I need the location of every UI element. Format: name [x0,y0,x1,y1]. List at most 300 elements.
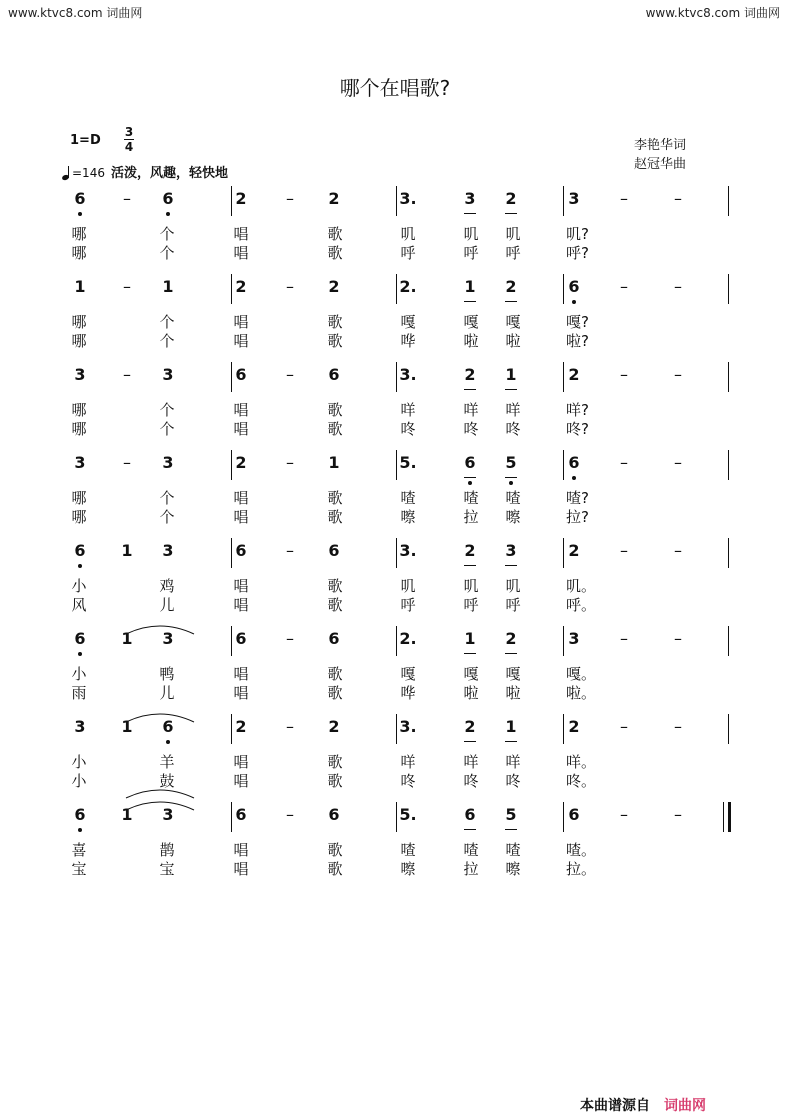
hold-dash [668,365,688,384]
note-text: – [620,805,628,824]
lyric-verse-1: 哪 [71,313,87,331]
note-text: 1 [464,277,476,296]
note [460,717,480,736]
lyric-verse-2: 唱 [233,244,249,262]
note [324,541,344,560]
lyric-verse-1: 哪 [71,225,87,243]
lyric-verse-2: 个 [159,332,175,350]
lyric-verse-1: 歌 [327,577,343,595]
note [231,277,251,296]
note-text: 5 [505,453,517,472]
note [158,189,178,208]
note [564,629,584,648]
note [324,365,344,384]
note [158,453,178,472]
lyric-verse-1: 歌 [327,401,343,419]
lyric-verse-1: 鸡 [159,577,175,595]
note [70,629,90,648]
watermark-right: www.ktvc8.com 词曲网 [645,6,780,20]
note-text: – [674,277,682,296]
hold-dash [280,717,300,736]
lyric-verse-1: 叽。 [566,577,597,595]
barline [231,274,232,304]
octave-dot-below [166,212,170,216]
barline [396,626,397,656]
hold-dash [668,453,688,472]
hold-dash [117,365,137,384]
notes-row [62,362,742,392]
lyric-verse-2: 鼓 [159,772,175,790]
lyric-verse-1: 喳 [400,489,416,507]
barline [396,802,397,832]
lyric-verse-1: 个 [159,225,175,243]
footer-brand: 词曲网 [664,1098,706,1114]
note-text: – [123,365,131,384]
note-text: 6 [235,541,247,560]
note-text: 5. [399,805,417,824]
octave-dot-below [166,740,170,744]
note [324,805,344,824]
lyric-verse-2: 咚 [463,420,479,438]
note [501,365,521,384]
lyric-verse-1: 叽 [463,577,479,595]
meter-top: 3 [124,125,134,139]
lyric-verse-2: 哪 [71,420,87,438]
note-text: – [620,189,628,208]
hold-dash [614,365,634,384]
lyric-verse-1: 喳 [505,841,521,859]
note-text: 3 [74,717,86,736]
lyric-verse-1: 咩 [463,401,479,419]
lyric-verse-1: 个 [159,401,175,419]
lyric-verse-1: 唱 [233,665,249,683]
barline [231,450,232,480]
lyric-verse-2: 唱 [233,332,249,350]
lyric-verse-2: 歌 [327,420,343,438]
note [564,453,584,472]
note [70,453,90,472]
note [70,189,90,208]
note-text: 1 [121,805,133,824]
hold-dash [280,453,300,472]
lyric-verse-2: 唱 [233,420,249,438]
lyric-verse-2: 唱 [233,772,249,790]
lyric-verse-2: 啦 [505,684,521,702]
note-text: – [123,189,131,208]
eighth-underline [505,301,517,302]
lyric-verse-2: 唱 [233,860,249,878]
hold-dash [280,541,300,560]
lyric-verse-1: 唱 [233,489,249,507]
hold-dash [280,189,300,208]
note [398,629,418,648]
note-text: 6 [235,365,247,384]
hold-dash [668,717,688,736]
hold-dash [117,189,137,208]
note-text: 1 [328,453,340,472]
lyric-verse-2: 歌 [327,596,343,614]
lyric-verse-2: 宝 [159,860,175,878]
note-text: 2 [328,189,340,208]
barline [396,186,397,216]
note-text: 1 [162,277,174,296]
note [460,541,480,560]
note [231,453,251,472]
note [460,629,480,648]
footer-source: 本曲谱源自 [580,1098,650,1114]
eighth-underline [464,741,476,742]
note [158,629,178,648]
note-text: 6 [162,717,174,736]
hold-dash [614,805,634,824]
eighth-underline [464,829,476,830]
note [398,453,418,472]
note-text: – [123,277,131,296]
eighth-underline [464,565,476,566]
lyric-verse-1: 歌 [327,665,343,683]
lyric-verse-2: 个 [159,420,175,438]
lyric-verse-1: 羊 [159,753,175,771]
lyric-verse-1: 唱 [233,313,249,331]
hold-dash [614,629,634,648]
lyric-verse-1: 歌 [327,225,343,243]
barline [728,450,729,480]
octave-dot-below [468,481,472,485]
lyric-verse-1: 叽 [505,577,521,595]
lyric-verse-2: 拉。 [566,860,597,878]
lyric-verse-1: 嘎 [463,665,479,683]
lyric-verse-2: 啦。 [566,684,597,702]
note-text: – [286,805,294,824]
note [398,717,418,736]
note [70,277,90,296]
lyric-verse-2: 歌 [327,772,343,790]
note-text: – [286,365,294,384]
hold-dash [614,189,634,208]
note-text: 6 [568,805,580,824]
octave-dot-below [572,476,576,480]
note [501,541,521,560]
note-text: 3 [568,629,580,648]
note-text: 6 [74,189,86,208]
lyric-verse-1: 歌 [327,753,343,771]
lyric-verse-2: 哪 [71,244,87,262]
barline [563,362,564,392]
note-text: – [674,365,682,384]
note-text: 5. [399,453,417,472]
note [398,541,418,560]
hold-dash [668,189,688,208]
barline [231,186,232,216]
note [324,717,344,736]
lyricist-credit: 李艳华词 [634,138,687,153]
hold-dash [280,629,300,648]
lyric-verse-2: 咚 [400,772,416,790]
octave-dot-below [509,481,513,485]
system-6 [62,626,742,716]
lyric-verse-1: 嘎。 [566,665,597,683]
lyric-verse-1: 唱 [233,753,249,771]
note [231,541,251,560]
lyric-verse-1: 咩 [400,401,416,419]
note-text: – [620,541,628,560]
note-text: 2 [464,365,476,384]
lyric-verse-2: 唱 [233,508,249,526]
lyric-verse-2: 嚓 [400,508,416,526]
note-text: 2 [568,365,580,384]
barline [231,538,232,568]
note [501,453,521,472]
note-text: 1 [74,277,86,296]
barline [231,714,232,744]
note-text: 6 [464,453,476,472]
note [398,277,418,296]
note-text: 2 [235,717,247,736]
lyric-verse-2: 嚓 [400,860,416,878]
note [564,189,584,208]
note [564,365,584,384]
note-text: 6 [328,629,340,648]
lyric-verse-2: 歌 [327,244,343,262]
note-text: 6 [235,805,247,824]
note-text: – [620,717,628,736]
note-text: – [674,189,682,208]
lyric-verse-2: 呼 [505,596,521,614]
barline [396,538,397,568]
note-text: 3 [464,189,476,208]
lyric-verse-1: 嘎? [566,313,589,331]
barline [563,538,564,568]
lyric-verse-2: 小 [71,772,87,790]
note-text: – [620,629,628,648]
notes-row [62,626,742,656]
barline [396,714,397,744]
lyric-verse-1: 鹊 [159,841,175,859]
lyric-verse-1: 叽 [400,225,416,243]
hold-dash [614,453,634,472]
lyric-verse-2: 啦? [566,332,589,350]
lyric-verse-1: 喜 [71,841,87,859]
note [324,629,344,648]
note [501,189,521,208]
note-text: 6 [74,541,86,560]
lyric-verse-2: 拉 [463,860,479,878]
barline [563,802,564,832]
lyric-verse-2: 呼 [400,244,416,262]
note-text: 2 [328,717,340,736]
lyric-verse-2: 咚? [566,420,589,438]
note [70,541,90,560]
barline [728,626,729,656]
note [564,805,584,824]
note [460,805,480,824]
system-3 [62,362,742,452]
lyric-verse-2: 呼 [400,596,416,614]
lyric-verse-2: 儿 [159,684,175,702]
lyric-verse-2: 呼 [463,244,479,262]
lyric-verse-2: 啦 [463,332,479,350]
lyric-verse-2: 哪 [71,508,87,526]
note [158,365,178,384]
lyric-verse-1: 唱 [233,577,249,595]
eighth-underline [464,389,476,390]
note-text: – [286,453,294,472]
barline [563,186,564,216]
note-text: 6 [328,365,340,384]
lyric-verse-2: 呼 [505,244,521,262]
lyric-verse-2: 个 [159,244,175,262]
composer-credit: 赵冠华曲 [634,157,687,172]
note-text: 1 [464,629,476,648]
note [398,805,418,824]
barline [231,626,232,656]
notes-row [62,714,742,744]
lyric-verse-2: 儿 [159,596,175,614]
expression-text: 活泼，风趣，轻快地 [110,166,228,181]
tempo-value: =146 [72,166,105,180]
lyric-verse-2: 歌 [327,332,343,350]
barline [231,362,232,392]
note-text: – [286,277,294,296]
eighth-underline [505,829,517,830]
lyric-verse-1: 哪 [71,489,87,507]
note [158,541,178,560]
note-text: 3 [505,541,517,560]
note-text: 1 [505,365,517,384]
lyric-verse-1: 叽 [505,225,521,243]
barline [728,274,729,304]
note-text: 3 [162,453,174,472]
barline [396,362,397,392]
note [231,717,251,736]
eighth-underline [505,565,517,566]
lyric-verse-2: 哗 [400,332,416,350]
lyric-verse-2: 咚 [400,420,416,438]
barline [231,802,232,832]
lyric-verse-1: 唱 [233,401,249,419]
octave-dot-below [572,300,576,304]
lyric-verse-2: 呼? [566,244,589,262]
note-text: 2 [235,189,247,208]
note [117,805,137,824]
meter-bottom: 4 [124,140,134,154]
lyric-verse-2: 咚 [505,772,521,790]
note-text: 3. [399,717,417,736]
barline [723,802,724,832]
lyric-verse-2: 拉 [463,508,479,526]
lyric-verse-2: 啦 [463,684,479,702]
watermark-left: www.ktvc8.com 词曲网 [8,6,143,20]
lyric-verse-2: 风 [71,596,87,614]
lyric-verse-2: 呼。 [566,596,597,614]
octave-dot-below [78,212,82,216]
note-text: 6 [464,805,476,824]
slur [124,786,196,800]
lyric-verse-2: 哗 [400,684,416,702]
note-text: 2 [505,277,517,296]
lyric-verse-1: 喳? [566,489,589,507]
note [231,189,251,208]
note-text: 1 [121,717,133,736]
note [324,277,344,296]
lyric-verse-1: 小 [71,665,87,683]
notes-row [62,186,742,216]
eighth-underline [505,389,517,390]
note-text: 6 [235,629,247,648]
credits [634,136,686,174]
note-text: 6 [568,453,580,472]
lyric-verse-2: 嚓 [505,860,521,878]
barline [396,450,397,480]
note-text: 3 [162,365,174,384]
lyric-verse-2: 歌 [327,684,343,702]
hold-dash [668,277,688,296]
lyric-verse-1: 个 [159,313,175,331]
quarter-note-icon [62,166,72,180]
note-text: 6 [74,629,86,648]
lyric-verse-2: 宝 [71,860,87,878]
eighth-underline [464,477,476,478]
system-4 [62,450,742,540]
note [231,365,251,384]
notes-row [62,538,742,568]
lyric-verse-1: 叽? [566,225,589,243]
note-text: 3 [162,805,174,824]
lyric-verse-2: 嚓 [505,508,521,526]
note [460,453,480,472]
lyric-verse-1: 唱 [233,225,249,243]
tempo-marking [62,162,228,181]
note-text: 6 [74,805,86,824]
note-text: – [674,629,682,648]
note-text: 2 [505,189,517,208]
barline [563,714,564,744]
lyric-verse-2: 哪 [71,332,87,350]
note-text: 3 [162,541,174,560]
lyric-verse-1: 个 [159,489,175,507]
barline [563,274,564,304]
note-text: 5 [505,805,517,824]
lyric-verse-2: 咚 [463,772,479,790]
note-text: 1 [121,541,133,560]
lyric-verse-1: 咩 [505,401,521,419]
note [501,629,521,648]
song-title: 哪个在唱歌? [339,76,451,100]
note [564,277,584,296]
hold-dash [280,277,300,296]
note [460,365,480,384]
note-text: – [286,717,294,736]
note [398,365,418,384]
note-text: – [286,629,294,648]
note [117,541,137,560]
lyric-verse-1: 嘎 [400,665,416,683]
note-text: 1 [505,717,517,736]
octave-dot-below [78,652,82,656]
hold-dash [614,717,634,736]
time-signature [124,125,134,154]
system-1 [62,186,742,276]
note-text: 2 [328,277,340,296]
barline [563,626,564,656]
lyric-verse-2: 咚。 [566,772,597,790]
lyric-verse-1: 喳 [400,841,416,859]
note [231,629,251,648]
eighth-underline [464,301,476,302]
eighth-underline [505,213,517,214]
note-text: – [674,805,682,824]
lyric-verse-1: 喳 [463,489,479,507]
